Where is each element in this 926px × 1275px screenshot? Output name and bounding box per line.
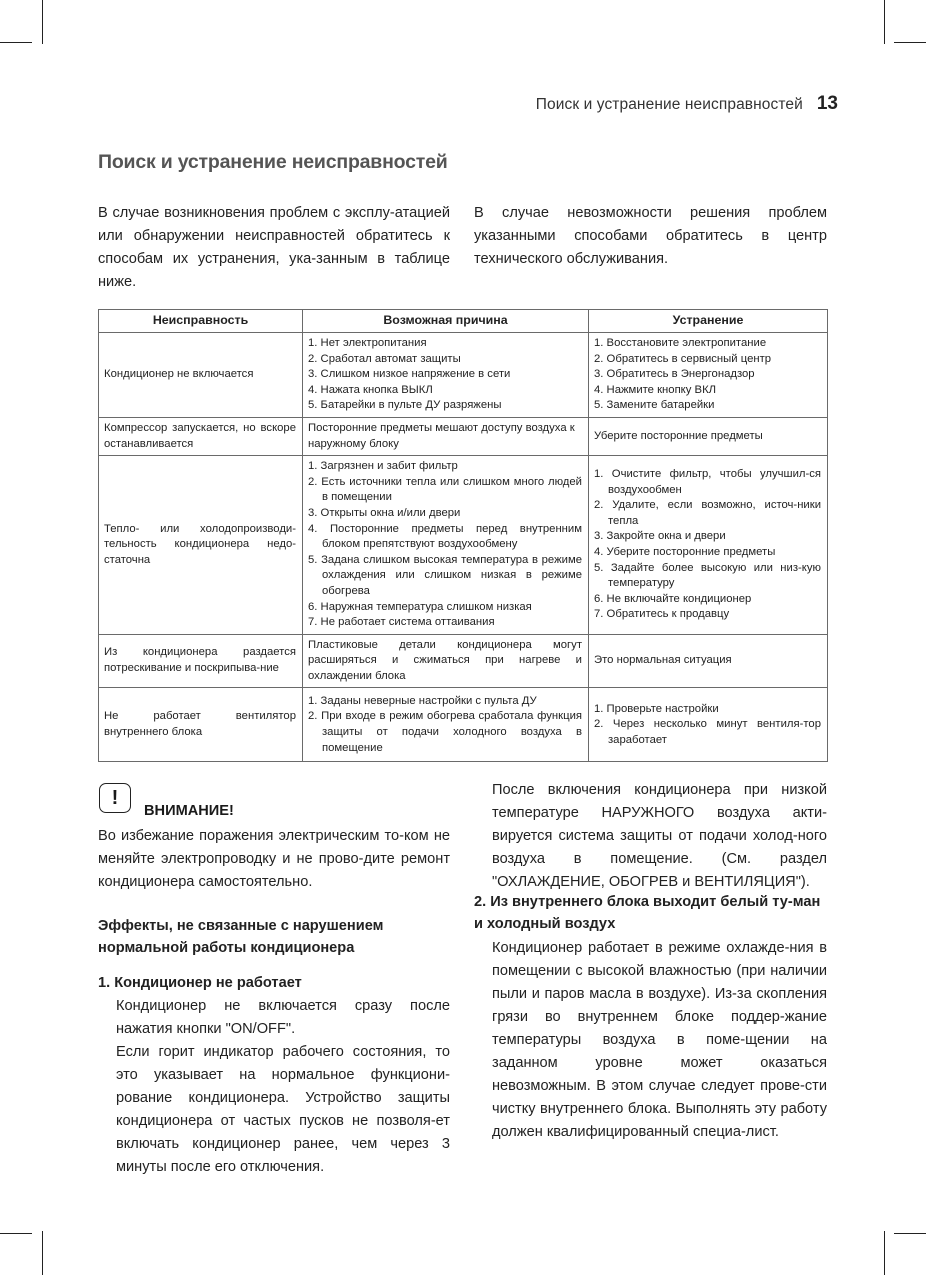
crop-mark [42, 1231, 43, 1275]
remedy-cell [589, 634, 828, 688]
remedy-item: 1. Очистите фильтр, чтобы улучшил-ся воздухообмен [594, 467, 821, 496]
fault-cell: Тепло- или холодопроизводи-тельность кондиционера недо-статочна [99, 456, 303, 635]
continued-paragraph: После включения кондиционера при низкой температуре НАРУЖНОГО воздуха акти-вируется система защиты от подачи холод-ного воздуха в помещение. (См. раздел "ОХЛАЖДЕНИЕ, ОБОГРЕВ и ВЕНТИЛЯЦИЯ"). [492, 782, 827, 890]
table-row [99, 417, 828, 455]
crop-mark [42, 0, 43, 44]
item1-title: 1. Кондиционер не работает [98, 975, 302, 991]
intro-left-paragraph: В случае возникновения проблем с эксплу-атацией или обнаружении неисправностей обратитесь к способам их устранения, ука-занным в таблице ниже. [98, 205, 450, 290]
cause-item: 3. Слишком низкое напряжение в сети [308, 368, 511, 381]
cause-item: 1. Заданы неверные настройки с пульта ДУ [308, 694, 537, 707]
cause-item: 5. Задана слишком высокая температура в режиме охлаждения или слишком низкая в режиме обогрева [308, 553, 582, 597]
crop-mark [894, 42, 926, 43]
remedy-cell [589, 417, 828, 455]
cause-item: 1. Загрязнен и забит фильтр [308, 460, 458, 473]
cause-item: 2. Есть источники тепла или слишком много людей в помещении [308, 475, 582, 504]
crop-mark [0, 42, 32, 43]
remedy-cell [589, 456, 828, 635]
cause-item: 2. Сработал автомат защиты [308, 352, 461, 365]
cause-item: Посторонние предметы мешают доступу воздуха к наружному блоку [308, 421, 575, 450]
item1-paragraph: Кондиционер не включается сразу после нажатия кнопки "ON/OFF". [116, 998, 450, 1037]
remedy-cell [589, 688, 828, 762]
cause-item: 3. Открыты окна и/или двери [308, 506, 461, 519]
remedy-item: Это нормальная ситуация [594, 654, 732, 667]
cause-cell [303, 688, 589, 762]
remedy-item: 6. Не включайте кондиционер [594, 592, 752, 605]
page-number: 13 [816, 93, 838, 114]
cause-cell [303, 417, 589, 455]
remedy-item: 5. Замените батарейки [594, 399, 715, 412]
remedy-item: 5. Задайте более высокую или низ-кую температуру [594, 561, 821, 590]
table-row [99, 333, 828, 418]
remedy-cell [589, 333, 828, 418]
cause-item: 6. Наружная температура слишком низкая [308, 600, 532, 613]
warning-text: Во избежание поражения электрическим то-ком не меняйте электропроводку и не прово-дите ремонт кондиционера самостоятельно. [98, 828, 450, 890]
item1-body [116, 995, 450, 1179]
cause-item: 2. При входе в режим обогрева сработала функция защиты от подачи холодного воздуха в помещение [308, 710, 582, 754]
item2-paragraph: Кондиционер работает в режиме охлажде-ния в помещении с высокой влажностью (при наличии пыли и паров масла в воздухе). Из-за скопления грязи во внутреннем блоке поддер-жание температуры воздуха в поме-щении на заданном уровне может оказаться невозможным. В этом случае следует прове-сти чистку внутреннего блока. Выполнять эту работу должен квалифицированный специа-лист. [492, 940, 827, 1140]
remedy-item: 3. Обратитесь в Энергонадзор [594, 368, 755, 381]
item1-paragraph: Если горит индикатор рабочего состояния, то это указывает на нормальное функциони-рование кондиционера. Устройство защиты кондиционера от частых пусков не позволя-ет включать кондиционер ранее, чем через 3 минуты после его отключения. [116, 1044, 450, 1175]
exclamation-glyph: ! [111, 787, 119, 809]
remedy-item: Уберите посторонние предметы [594, 429, 763, 442]
cause-cell [303, 634, 589, 688]
cause-item: 5. Батарейки в пульте ДУ разряжены [308, 399, 502, 412]
running-head-title: Поиск и устранение неисправностей [535, 96, 803, 113]
header-remedy: Устранение [589, 310, 828, 333]
section-title: Поиск и устранение неисправностей [98, 151, 448, 173]
table-row [99, 634, 828, 688]
remedy-item: 2. Удалите, если возможно, источ-ники тепла [594, 499, 821, 527]
cause-item: 1. Нет электропитания [308, 337, 427, 349]
crop-mark [884, 1231, 885, 1275]
effects-heading: Эффекты, не связанные с нарушением нормальной работы кондиционера [98, 918, 384, 956]
remedy-item: 4. Нажмите кнопку ВКЛ [594, 383, 717, 396]
table-header-row [99, 310, 828, 333]
cause-item: 4. Посторонние предметы перед внутренним блоком препятствуют воздухообмену [308, 522, 582, 551]
crop-mark [0, 1233, 32, 1234]
fault-cell: Компрессор запускается, но вскоре останавливается [99, 417, 303, 455]
table-row [99, 456, 828, 635]
cause-item: 4. Нажата кнопка ВЫКЛ [308, 383, 433, 396]
table-row [99, 688, 828, 762]
remedy-item: 2. Через несколько минут вентиля-тор заработает [594, 718, 821, 746]
crop-mark [884, 0, 885, 44]
remedy-item: 1. Проверьте настройки [594, 702, 719, 715]
remedy-item: 7. Обратитесь к продавцу [594, 608, 730, 621]
item2-title: 2. Из внутреннего блока выходит белый ту-ман и холодный воздух [474, 894, 821, 932]
remedy-item: 3. Закройте окна и двери [594, 530, 726, 543]
remedy-item: 1. Восстановите электропитание [594, 337, 767, 349]
fault-cell: Не работает вентилятор внутреннего блока [99, 688, 303, 762]
intro-right-paragraph: В случае невозможности решения проблем указанными способами обратитесь в центр технического обслуживания. [474, 205, 827, 267]
cause-cell [303, 456, 589, 635]
troubleshooting-table [98, 309, 828, 762]
remedy-item: 4. Уберите посторонние предметы [594, 545, 776, 558]
remedy-item: 2. Обратитесь в сервисный центр [594, 352, 772, 365]
cause-cell [303, 333, 589, 418]
running-head [536, 93, 838, 115]
fault-cell: Из кондиционера раздается потрескивание и поскрипыва-ние [99, 634, 303, 688]
crop-mark [894, 1233, 926, 1234]
exclamation-icon [99, 783, 131, 813]
header-cause: Возможная причина [303, 310, 589, 333]
header-fault: Неисправность [99, 310, 303, 333]
cause-item: 7. Не работает система оттаивания [308, 616, 495, 629]
cause-item: Пластиковые детали кондиционера могут расширяться и сжиматься при нагреве и охлаждении блока [308, 638, 582, 682]
warning-title: ВНИМАНИЕ! [144, 803, 234, 819]
fault-cell: Кондиционер не включается [99, 333, 303, 418]
